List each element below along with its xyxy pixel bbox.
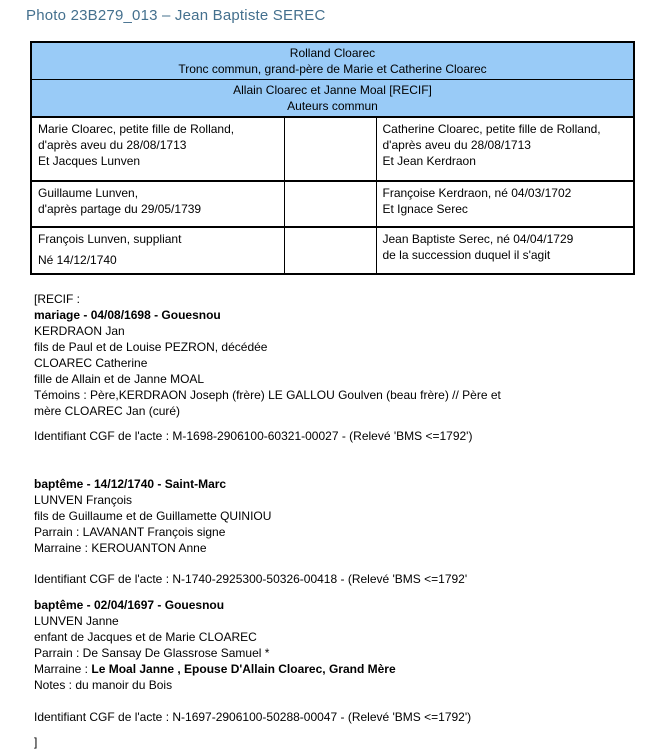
cell-empty: [284, 227, 376, 274]
cell-line: Et Ignace Serec: [382, 202, 468, 216]
document-page: [0, 7, 672, 750]
act-heading-bapteme-1740: baptême - 14/12/1740 - Saint-Marc: [34, 477, 227, 491]
recif-notes-block: [34, 291, 672, 750]
cell-marie-cloarec: [31, 117, 284, 181]
cell-empty: [284, 117, 376, 181]
cell-line: Guillaume Lunven,: [38, 186, 139, 200]
act-line: fils de Guillaume et de Guillamette QUINIOU: [34, 509, 272, 523]
cell-catherine-cloarec: [376, 117, 634, 181]
cell-line: Né 14/12/1740: [38, 253, 117, 267]
table-row: [31, 181, 634, 227]
cell-guillaume-lunven: [31, 181, 284, 227]
act-identifiant: Identifiant CGF de l'acte : M-1698-2906100-60321-00027 - (Relevé 'BMS <=1792'): [34, 429, 473, 443]
header-line: Allain Cloarec et Janne Moal [RECIF]: [233, 83, 432, 97]
table-row: [31, 227, 634, 274]
cell-line: Françoise Kerdraon, né 04/03/1702: [382, 186, 572, 200]
cell-francoise-kerdraon: [376, 181, 634, 227]
act-line: mère CLOAREC Jan (curé): [34, 404, 181, 418]
cell-line: Catherine Cloarec, petite fille de Rolland,: [382, 122, 601, 136]
cell-line: d'après aveu du 28/08/1713: [382, 138, 531, 152]
header-line: Auteurs commun: [287, 99, 378, 113]
act-line: Marraine : KEROUANTON Anne: [34, 541, 207, 555]
cell-jean-baptiste-serec: [376, 227, 634, 274]
marraine-label: Marraine :: [34, 662, 92, 676]
marraine-name: Le Moal Janne , Epouse D'Allain Cloarec, Grand Mère: [91, 662, 396, 676]
recif-open-bracket: [RECIF :: [34, 292, 81, 306]
header-line: Rolland Cloarec: [289, 46, 376, 60]
cell-francois-lunven: [31, 227, 284, 274]
act-line: LUNVEN Janne: [34, 614, 119, 628]
act-identifiant: Identifiant CGF de l'acte : N-1740-2925300-50326-00418 - (Relevé 'BMS <=1792': [34, 572, 468, 586]
act-line: Parrain : LAVANANT François signe: [34, 525, 226, 539]
table-header-row-rolland: [31, 42, 634, 80]
header-cell-rolland: [31, 42, 634, 80]
header-line: Tronc commun, grand-père de Marie et Catherine Cloarec: [178, 62, 487, 76]
page-title: Photo 23B279_013 – Jean Baptiste SEREC: [26, 7, 326, 24]
header-cell-allain: [31, 80, 634, 118]
cell-line: Marie Cloarec, petite fille de Rolland,: [38, 122, 235, 136]
act-line-notes: Notes : du manoir du Bois: [34, 678, 173, 692]
act-line-marraine: [34, 661, 672, 677]
act-line: CLOAREC Catherine: [34, 356, 148, 370]
act-heading-mariage: mariage - 04/08/1698 - Gouesnou: [34, 308, 221, 322]
cell-line: d'après partage du 29/05/1739: [38, 202, 202, 216]
act-line: LUNVEN François: [34, 493, 133, 507]
cell-line: Et Jacques Lunven: [38, 154, 141, 168]
act-heading-bapteme-1697: baptême - 02/04/1697 - Gouesnou: [34, 598, 225, 612]
table-header-row-allain: [31, 80, 634, 118]
act-line: enfant de Jacques et de Marie CLOAREC: [34, 630, 257, 644]
cell-line: Jean Baptiste Serec, né 04/04/1729: [382, 232, 574, 246]
cell-line: de la succession duquel il s'agit: [382, 248, 551, 262]
cell-line: Et Jean Kerdraon: [382, 154, 476, 168]
act-line: fils de Paul et de Louise PEZRON, décédée: [34, 340, 268, 354]
genealogy-table: [30, 41, 635, 275]
recif-close-bracket: ]: [34, 735, 38, 749]
cell-line: François Lunven, suppliant: [38, 232, 182, 246]
act-identifiant: Identifiant CGF de l'acte : N-1697-2906100-50288-00047 - (Relevé 'BMS <=1792'): [34, 710, 472, 724]
act-line: KERDRAON Jan: [34, 324, 125, 338]
cell-line: d'après aveu du 28/08/1713: [38, 138, 187, 152]
act-line: Témoins : Père,KERDRAON Joseph (frère) LE GALLOU Goulven (beau frère) // Père et: [34, 388, 501, 402]
cell-empty: [284, 181, 376, 227]
table-row: [31, 117, 634, 181]
act-line: fille de Allain et de Janne MOAL: [34, 372, 205, 386]
act-line: Parrain : De Sansay De Glassrose Samuel *: [34, 646, 270, 660]
